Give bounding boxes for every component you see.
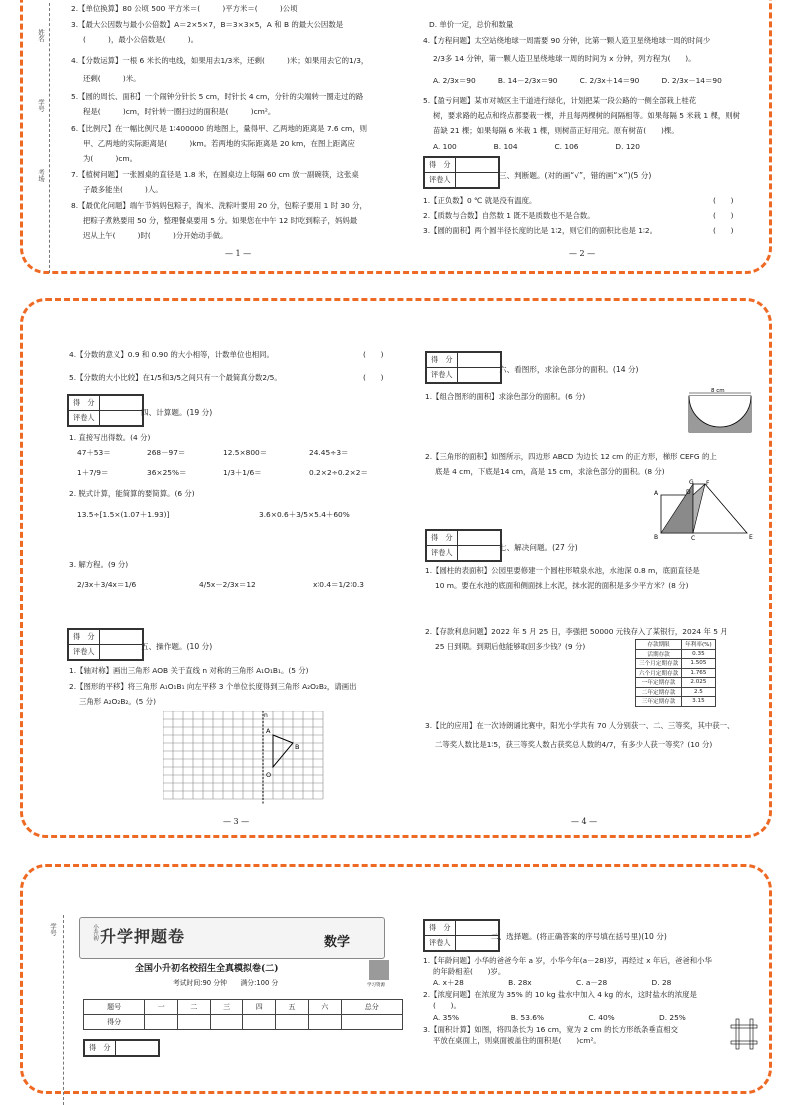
question-line: 程是( )cm，时针转一圈扫过的面积是( )cm²。: [83, 107, 276, 116]
table-row: [636, 649, 716, 659]
id-label: 学号: [37, 99, 45, 112]
operation-question: 1.【轴对称】画出三角形 AOB 关于直线 n 对称的三角形 A₁O₁B₁。(5 分): [69, 666, 309, 675]
answer-options: A. x＋28 B. 28x C. a－28 D. 28: [433, 978, 672, 987]
sub-question: 1. 直接写出得数。(4 分): [69, 433, 151, 442]
answer-options: A. 100 B. 104 C. 106 D. 120: [433, 142, 640, 151]
exam-page-spread-1: [20, 0, 772, 274]
score-box: [67, 394, 144, 427]
score-cell[interactable]: [276, 1015, 309, 1030]
paper-strip: [736, 1019, 739, 1049]
score-cell[interactable]: [99, 630, 142, 645]
area-question: 1.【组合图形的面积】求涂色部分的面积。(6 分): [425, 392, 586, 401]
question-line: 5.【盈亏问题】某市对城区主干道进行绿化，计划把某一段公路的一侧全部栽上桂花: [423, 96, 697, 105]
calc-item: 3.6×0.6＋3/5×5.4＋60%: [259, 510, 350, 519]
term-cell: 三个月定期存款: [636, 659, 682, 669]
point-label: E: [749, 534, 753, 541]
equation: 2/3x＋3/4x＝1/6: [77, 580, 137, 589]
answer-paren[interactable]: ( ): [363, 350, 384, 359]
score-box: [425, 529, 502, 562]
choice-question: 1.【年龄问题】小华的爸爸今年 a 岁，小华今年(a－28)岁，再经过 x 年后，爸爸和小华: [423, 956, 712, 965]
point-label: A: [654, 490, 659, 497]
judge-question: 1.【正负数】0 ℃ 就是没有温度。: [423, 196, 537, 205]
score-label: 得 分: [425, 158, 456, 173]
table-header: 总分: [341, 1000, 402, 1015]
trapezoid-figure: [653, 479, 763, 541]
judge-question: 2.【质数与合数】自然数 1 既不是质数也不是合数。: [423, 211, 595, 220]
question-line: 还剩( )米。: [83, 74, 141, 83]
table-header: 四: [243, 1000, 276, 1015]
score-cell[interactable]: [457, 531, 500, 546]
table-header: 三: [210, 1000, 243, 1015]
table-header: 二: [178, 1000, 211, 1015]
section-heading: 五、操作题。(10 分): [141, 642, 213, 651]
row-label: 得分: [84, 1015, 145, 1030]
reviewer-label: 评卷人: [427, 546, 458, 561]
reviewer-cell[interactable]: [99, 411, 142, 426]
table-header: 题号: [84, 1000, 145, 1015]
point-label: G: [689, 479, 694, 486]
question-line: 6.【比例尺】在一幅比例尺是 1∶400000 的地图上，量得甲、乙两地的距离是 7.6 cm，则: [71, 124, 368, 133]
judge-question: 4.【分数的意义】0.9 和 0.90 的大小相等，计数单位也相同。: [69, 350, 274, 359]
question-line: 为( )cm。: [83, 154, 137, 163]
reviewer-cell[interactable]: [457, 546, 500, 561]
question-line: 苗缺 21 棵；如果每隔 6 米栽 1 棵，则树苗正好用完。原有树苗( )棵。: [433, 126, 679, 135]
page-number: — 3 —: [223, 817, 250, 826]
score-cell[interactable]: [243, 1015, 276, 1030]
choice-question: 的年龄相差( )岁。: [433, 967, 506, 976]
id-label: 学号: [49, 923, 57, 936]
rate-cell: 1.765: [682, 668, 715, 678]
grid-lines: [163, 711, 323, 799]
score-cell[interactable]: [455, 158, 498, 173]
point-label: D: [686, 489, 691, 496]
exam-page-spread-3: [20, 864, 772, 1094]
page-number: — 1 —: [225, 249, 252, 258]
reviewer-label: 评卷人: [69, 411, 100, 426]
table-header: 六: [308, 1000, 341, 1015]
rate-cell: 2.025: [682, 678, 715, 688]
point-label: O: [266, 771, 272, 779]
brand-tag: 小升初: [92, 924, 98, 941]
exam-page-spread-2: [20, 298, 772, 838]
score-box: [67, 628, 144, 661]
choice-question: 2.【浓度问题】在浓度为 35% 的 10 kg 盐水中加入 4 kg 的水，这时盐水的浓度是: [423, 990, 697, 999]
section-heading: 四、计算题。(19 分): [141, 408, 213, 417]
table-row: [636, 668, 716, 678]
question-line: 8.【最优化问题】端午节妈妈包粽子，淘米、洗粽叶要用 20 分，包粽子要用 1 时 30 分，: [71, 201, 367, 210]
exam-title: 全国小升初名校招生全真模拟卷(二): [135, 964, 279, 974]
shaded-triangle: [693, 484, 705, 533]
score-label: 得 分: [427, 531, 458, 546]
word-problem: 二等奖人数比是1∶5，获三等奖人数占获奖总人数的4/7，有多少人获一等奖？(10 分): [435, 740, 713, 749]
judge-question: 3.【圆的面积】两个圆半径长度的比是 1∶2，则它们的面积比也是 1∶2。: [423, 226, 657, 235]
table-header: 存款期限: [636, 640, 682, 650]
answer-options: A. 35% B. 53.6% C. 40% D. 25%: [433, 1013, 686, 1022]
score-box: [83, 1039, 160, 1057]
term-cell: 三年定期存款: [636, 697, 682, 707]
section-heading: 六、看图形，求涂色部分的面积。(14 分): [499, 365, 639, 374]
score-cell[interactable]: [178, 1015, 211, 1030]
question-line: 7.【植树问题】一张圆桌的直径是 1.8 米，在圆桌边上每隔 60 cm 放一副碗筷，这张桌: [71, 170, 359, 179]
area-question: 2.【三角形的面积】如图所示，四边形 ABCD 为边长 12 cm 的正方形，梯形 CEFG 的上: [425, 452, 717, 461]
answer-paren[interactable]: ( ): [713, 196, 734, 205]
table-row: [636, 687, 716, 697]
rate-cell: 1.505: [682, 659, 715, 669]
interest-rate-table: [635, 639, 716, 707]
score-cell[interactable]: [210, 1015, 243, 1030]
binding-line: [63, 915, 64, 1105]
subject-title: 数学: [324, 935, 351, 950]
point-label: B: [654, 534, 659, 541]
exam-info: 考试时间:90 分钟 满分:100 分: [173, 979, 279, 987]
question-line: ( )，最小公倍数是( )。: [83, 35, 199, 44]
section-heading: 七、解决问题。(27 分): [499, 543, 578, 552]
paper-strip: [750, 1019, 753, 1049]
binding-line: [49, 3, 50, 273]
choice-question: 3.【面积计算】如图，将四条长为 16 cm，宽为 2 cm 的长方形纸条垂直相交: [423, 1025, 678, 1034]
word-problem: 10 m。要在水池的底面和侧面抹上水泥，抹水泥的面积是多少平方米？(8 分): [435, 581, 689, 590]
reviewer-label: 评卷人: [69, 645, 100, 660]
table-header: 年利率(%): [682, 640, 715, 650]
room-label: 考场: [37, 169, 45, 182]
operation-question: 三角形 A₂O₂B₂。(5 分): [79, 697, 156, 706]
score-label: 得 分: [425, 921, 456, 936]
question-line: D. 单价一定，总价和数量: [429, 20, 514, 29]
question-line: 2/3多 14 分钟，第一颗人造卫星绕地球一周的时间为 x 分钟，列方程为( )。: [433, 54, 696, 63]
grid-figure[interactable]: [163, 711, 327, 807]
score-cell[interactable]: [341, 1015, 402, 1030]
calc-item: 12.5×800＝: [223, 448, 268, 457]
question-line: 3.【最大公因数与最小公倍数】A＝2×5×7，B＝3×3×5，A 和 B 的最大公因数是: [71, 20, 344, 29]
term-cell: 活期存款: [636, 649, 682, 659]
section-heading: 二、选择题。(将正确答案的序号填在括号里)(10 分): [491, 932, 667, 941]
table-row: [636, 678, 716, 688]
score-box: [425, 351, 502, 384]
reviewer-cell[interactable]: [99, 645, 142, 660]
score-box: [423, 156, 500, 189]
question-line: 迟从上午( )时( )分开始动手做。: [83, 231, 228, 240]
reviewer-label: 评卷人: [425, 936, 456, 951]
reviewer-cell[interactable]: [455, 173, 498, 188]
term-cell: 一年定期存款: [636, 678, 682, 688]
calc-item: 36×25%＝: [147, 468, 187, 477]
axis-label: n: [264, 712, 268, 719]
word-problem: 25 日到期。到期后他能够取回多少钱？(9 分): [435, 642, 586, 651]
calc-item: 1＋7/9＝: [77, 468, 109, 477]
answer-options: A. 2/3x＝90 B. 14－2/3x＝90 C. 2/3x＋14＝90 D. 2/3x－14＝90: [433, 76, 722, 85]
score-label: 得 分: [85, 1041, 116, 1056]
equation: 4/5x－2/3x＝12: [199, 580, 256, 589]
score-label: 得 分: [69, 396, 100, 411]
calc-item: 47＋53＝: [77, 448, 111, 457]
strip-figure: [729, 1017, 759, 1051]
calc-item: 24.45÷3＝: [309, 448, 349, 457]
question-line: 4.【分数运算】一根 6 米长的电线，如果用去1/3米，还剩( )米；如果用去它的1/3，: [71, 56, 369, 65]
qr-code[interactable]: [369, 960, 389, 980]
page-number: — 4 —: [571, 817, 598, 826]
brand-logo: 升学押题卷: [100, 927, 186, 946]
score-label: 得 分: [427, 353, 458, 368]
score-cell[interactable]: [99, 396, 142, 411]
reviewer-cell[interactable]: [457, 368, 500, 383]
calc-item: 268－97＝: [147, 448, 186, 457]
choice-question: 平放在桌面上，则桌面被盖住的面积是( )cm²。: [433, 1036, 601, 1045]
point-label: B: [295, 743, 300, 751]
rate-cell: 2.5: [682, 687, 715, 697]
score-cell[interactable]: [457, 353, 500, 368]
score-cell[interactable]: [308, 1015, 341, 1030]
point-label: C: [691, 535, 696, 541]
sub-question: 3. 解方程。(9 分): [69, 560, 129, 569]
judge-question: 5.【分数的大小比较】在1/5和3/5之间只有一个最简真分数2/5。: [69, 373, 282, 382]
term-cell: 六个月定期存款: [636, 668, 682, 678]
score-box: [423, 919, 500, 952]
question-line: 甲、乙两地的实际距离是( )km。若两地的实际距离是 20 km，在图上距离应: [83, 139, 355, 148]
area-question: 底是 4 cm，下底是14 cm，高是 15 cm，求涂色部分的面积。(8 分): [435, 467, 665, 476]
score-label: 得 分: [69, 630, 100, 645]
question-line: 子最多能坐( )人。: [83, 185, 163, 194]
answer-paren[interactable]: ( ): [713, 226, 734, 235]
question-line: 把粽子煮熟要用 50 分，整理餐桌要用 5 分。如果您在中午 12 时吃到粽子，妈妈最: [83, 216, 358, 225]
question-line: 4.【方程问题】太空站绕地球一周需要 90 分钟，比第一颗人造卫星绕地球一周的时间少: [423, 36, 711, 45]
score-table: [83, 999, 403, 1030]
dimension-label: 8 cm: [711, 388, 725, 394]
name-label: 姓名: [37, 29, 45, 42]
exam-header-banner: [79, 917, 385, 959]
table-row: [636, 659, 716, 669]
table-header: 一: [145, 1000, 178, 1015]
question-line: 2.【单位换算】80 公顷 500 平方米＝( )平方米＝( )公顷: [71, 4, 298, 13]
qr-caption: 学习资源: [367, 983, 385, 988]
reviewer-label: 评卷人: [427, 368, 458, 383]
table-header: 五: [276, 1000, 309, 1015]
term-cell: 二年定期存款: [636, 687, 682, 697]
word-problem: 2.【存款利息问题】2022 年 5 月 25 日，李强把 50000 元钱存入了某银行，2024 年 5 月: [425, 627, 728, 636]
word-problem: 1.【圆柱的表面积】公园里要修建一个圆柱形喷泉水池，水池深 0.8 m，底面直径是: [425, 566, 700, 575]
sub-question: 2. 脱式计算，能简算的要简算。(6 分): [69, 489, 195, 498]
equation: x∶0.4＝1/2∶0.3: [313, 580, 365, 589]
point-label: F: [706, 480, 710, 487]
question-line: 树，要求路的起点和终点都要栽一棵，并且每两棵树的间隔相等。如果每隔 5 米栽 1 棵，则树: [433, 111, 741, 120]
operation-question: 2.【图形的平移】将三角形 A₁O₁B₁ 向左平移 3 个单位长度得到三角形 A₂O₂B₂，请画出: [69, 682, 357, 691]
calc-item: 1/3＋1/6＝: [223, 468, 262, 477]
score-cell[interactable]: [115, 1041, 158, 1056]
page-number: — 2 —: [569, 249, 596, 258]
calc-item: 13.5÷[1.5×(1.07＋1.93)]: [77, 510, 170, 519]
point-label: A: [266, 727, 271, 735]
answer-paren[interactable]: ( ): [363, 373, 384, 382]
score-cell[interactable]: [145, 1015, 178, 1030]
rate-cell: 3.15: [682, 697, 715, 707]
section-heading: 三、判断题。(对的画“√”，错的画“×”)(5 分): [499, 171, 652, 180]
calc-item: 0.2×2÷0.2×2＝: [309, 468, 368, 477]
table-row: [636, 697, 716, 707]
question-line: 5.【圆的周长、面积】一个闹钟分针长 5 cm，时针长 4 cm，分针的尖端转一圈走过的路: [71, 92, 364, 101]
semicircle-figure: [683, 387, 757, 437]
rate-cell: 0.35: [682, 649, 715, 659]
word-problem: 3.【比的应用】在一次诗朗诵比赛中，阳光小学共有 70 人分别获一、二、三等奖，其中获一、: [425, 721, 735, 730]
reviewer-label: 评卷人: [425, 173, 456, 188]
answer-paren[interactable]: ( ): [713, 211, 734, 220]
choice-question: ( )。: [433, 1001, 461, 1010]
